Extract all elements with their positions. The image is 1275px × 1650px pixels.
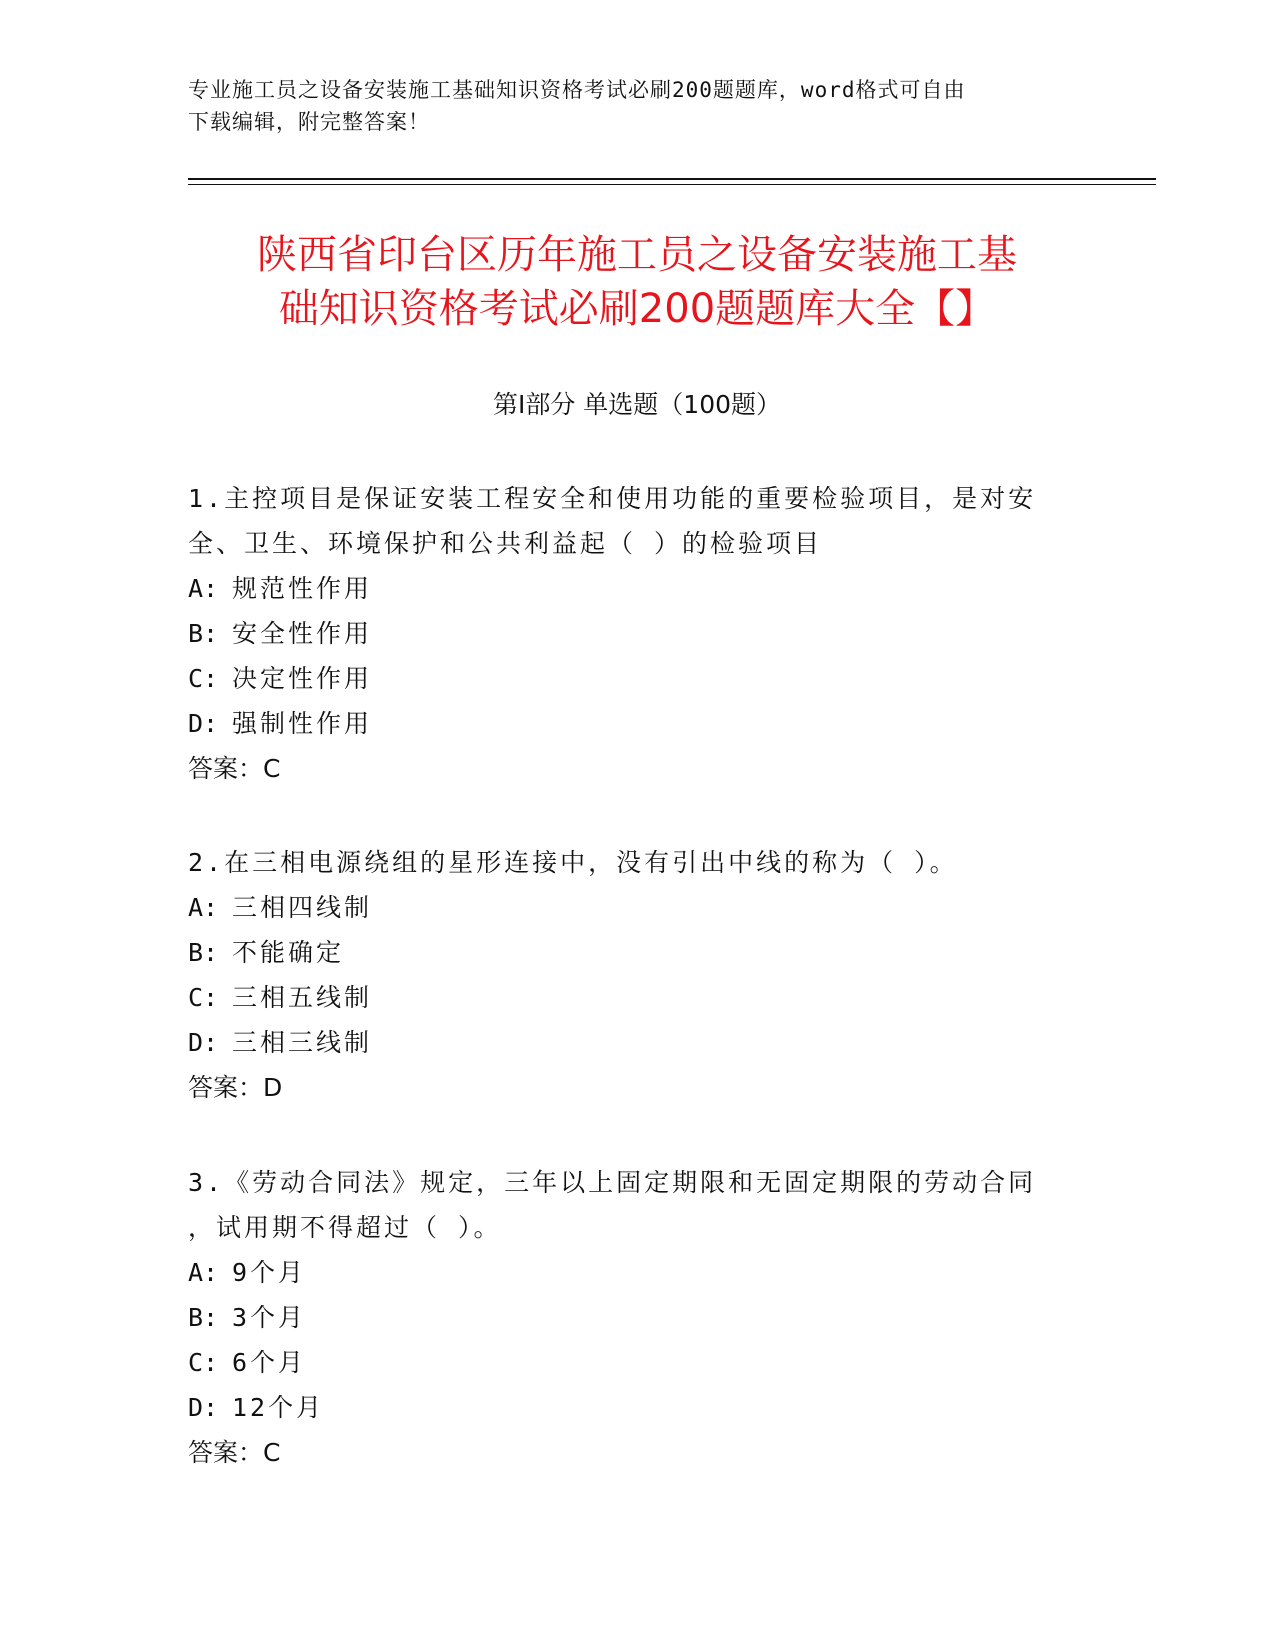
option-text: 12个月 <box>232 1393 325 1422</box>
option-text: 三相四线制 <box>232 893 373 922</box>
intro-text <box>188 74 1088 138</box>
option-letter: C: <box>188 983 219 1012</box>
answer-text: 答案：C <box>188 754 281 783</box>
answer-text: 答案：C <box>188 1438 281 1467</box>
option-a <box>188 1250 1088 1295</box>
option-text: 3个月 <box>232 1303 307 1332</box>
option-letter: C: <box>188 664 219 693</box>
question-stem-line-1: 1.主控项目是保证安装工程安全和使用功能的重要检验项目，是对安 <box>188 484 1037 513</box>
option-d <box>188 1020 1088 1065</box>
option-letter: A: <box>188 893 219 922</box>
option-text: 三相五线制 <box>232 983 373 1012</box>
header-divider-thin <box>188 184 1156 185</box>
option-text: 三相三线制 <box>232 1028 373 1057</box>
question-2 <box>188 840 1088 1110</box>
option-text: 强制性作用 <box>232 709 373 738</box>
option-d <box>188 1385 1088 1430</box>
option-d <box>188 701 1088 746</box>
option-b <box>188 611 1088 656</box>
option-text: 决定性作用 <box>232 664 373 693</box>
document-title <box>188 228 1086 336</box>
intro-line-1: 专业施工员之设备安装施工基础知识资格考试必刷200题题库，word格式可自由 <box>188 78 966 102</box>
title-line-1: 陕西省印台区历年施工员之设备安装施工基 <box>257 232 1017 278</box>
option-letter: C: <box>188 1348 219 1377</box>
option-letter: D: <box>188 1028 219 1057</box>
question-stem-line-2: 全、卫生、环境保护和公共利益起（ ）的检验项目 <box>188 529 823 558</box>
title-line-2: 础知识资格考试必刷200题题库大全【】 <box>278 286 996 332</box>
question-stem-line-2: ，试用期不得超过（ ）。 <box>188 1213 502 1242</box>
option-letter: D: <box>188 709 219 738</box>
option-text: 9个月 <box>232 1258 307 1287</box>
question-stem-line-1: 3.《劳动合同法》规定，三年以上固定期限和无固定期限的劳动合同 <box>188 1168 1037 1197</box>
option-b <box>188 930 1088 975</box>
intro-line-2: 下载编辑，附完整答案！ <box>188 110 430 134</box>
question-stem <box>188 840 1088 885</box>
option-text: 不能确定 <box>232 938 345 967</box>
header-divider-thick <box>188 178 1156 180</box>
option-a <box>188 566 1088 611</box>
option-letter: B: <box>188 938 219 967</box>
option-letter: D: <box>188 1393 219 1422</box>
option-c <box>188 1340 1088 1385</box>
option-text: 安全性作用 <box>232 619 373 648</box>
question-stem <box>188 476 1088 566</box>
answer-text: 答案：D <box>188 1073 283 1102</box>
option-text: 规范性作用 <box>232 574 373 603</box>
option-letter: A: <box>188 574 219 603</box>
question-stem-line-1: 2.在三相电源绕组的星形连接中，没有引出中线的称为（ ）。 <box>188 848 958 877</box>
option-letter: B: <box>188 1303 219 1332</box>
question-stem <box>188 1160 1088 1250</box>
question-3 <box>188 1160 1088 1475</box>
option-b <box>188 1295 1088 1340</box>
option-c <box>188 656 1088 701</box>
section-title: 第Ⅰ部分 单选题（100题） <box>492 390 782 419</box>
option-letter: B: <box>188 619 219 648</box>
option-c <box>188 975 1088 1020</box>
option-letter: A: <box>188 1258 219 1287</box>
question-1 <box>188 476 1088 791</box>
option-a <box>188 885 1088 930</box>
option-text: 6个月 <box>232 1348 307 1377</box>
